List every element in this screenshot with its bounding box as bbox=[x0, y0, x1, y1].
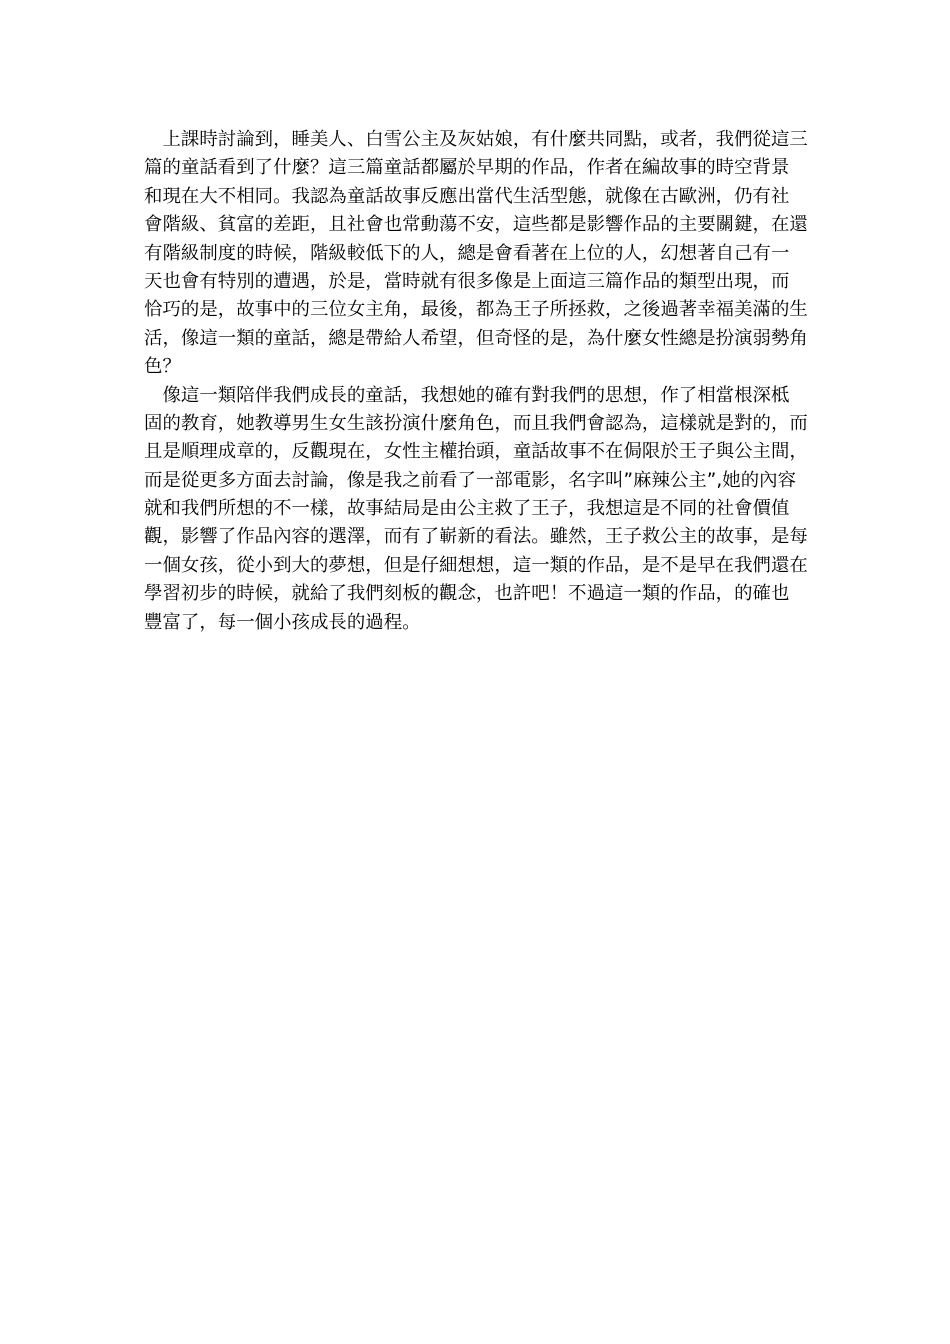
text-line: 活，像這一類的童話，總是帶給人希望，但奇怪的是，為什麼女性總是扮演弱勢角 bbox=[144, 327, 808, 349]
text-line: 和現在大不相同。我認為童話故事反應出當代生活型態，就像在古歐洲，仍有社 bbox=[144, 185, 790, 207]
text-line: 學習初步的時候，就給了我們刻板的觀念，也許吧！不過這一類的作品，的確也 bbox=[144, 583, 790, 605]
text-line: 上課時討論到，睡美人、白雪公主及灰姑娘，有什麼共同點，或者，我們從這三 bbox=[144, 129, 808, 150]
paragraph-1 bbox=[144, 126, 810, 382]
paragraph-2 bbox=[144, 382, 810, 638]
text-line: 且是順理成章的，反觀現在，女性主權抬頭，童話故事不在侷限於王子與公主間， bbox=[144, 441, 808, 463]
text-line: 會階級、貧富的差距，且社會也常動蕩不安，這些都是影響作品的主要關鍵，在還 bbox=[144, 214, 808, 236]
text-line: 像這一類陪伴我們成長的童話，我想她的確有對我們的思想，作了相當根深柢 bbox=[144, 384, 790, 406]
text-line: 觀，影響了作品內容的選澤，而有了嶄新的看法。雖然，王子救公主的故事，是每 bbox=[144, 526, 808, 548]
text-line: 固的教育，她教導男生女生該扮演什麼角色，而且我們會認為，這樣就是對的，而 bbox=[144, 412, 808, 434]
text-line: 恰巧的是，故事中的三位女主角，最後，都為王子所拯救，之後過著幸福美滿的生 bbox=[144, 299, 808, 321]
essay-body bbox=[144, 126, 810, 637]
text-line: 篇的童話看到了什麼？這三篇童話都屬於早期的作品，作者在編故事的時空背景 bbox=[144, 157, 790, 179]
text-line: 而是從更多方面去討論，像是我之前看了一部電影，名字叫”麻辣公主”,她的內容 bbox=[144, 469, 797, 491]
text-line: 豐富了，每一個小孩成長的過程。 bbox=[144, 611, 421, 633]
text-line: 天也會有特別的遭遇，於是，當時就有很多像是上面這三篇作品的類型出現，而 bbox=[144, 270, 790, 292]
text-line: 色？ bbox=[144, 356, 181, 378]
text-line: 就和我們所想的不一樣，故事結局是由公主救了王子，我想這是不同的社會價值 bbox=[144, 498, 790, 520]
text-line: 有階級制度的時候，階級較低下的人，總是會看著在上位的人，幻想著自己有一 bbox=[144, 242, 790, 264]
text-line: 一個女孩，從小到大的夢想，但是仔細想想，這一類的作品，是不是早在我們還在 bbox=[144, 554, 808, 576]
